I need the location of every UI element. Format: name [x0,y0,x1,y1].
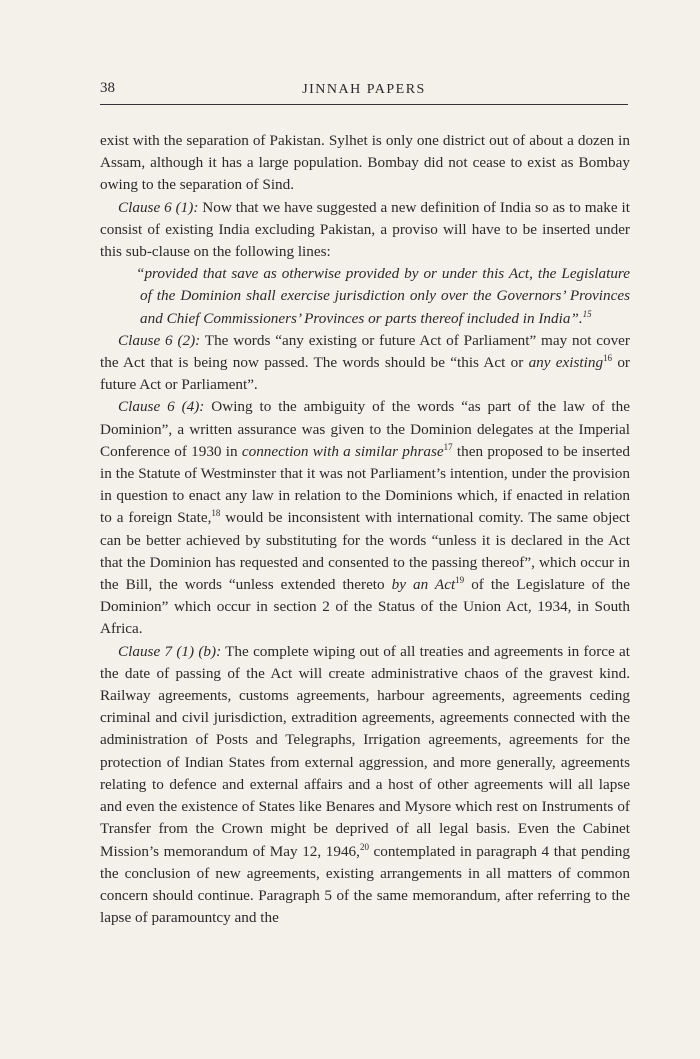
footnote-ref: 19 [455,575,465,586]
block-quote-proviso: “provided that save as otherwise provided by or under this Act, the Legislature of the Dominion shall exercise jurisdiction only over the Governors’ Provinces and Chief Commissioners’ Provinces or parts thereof included in India”.$^{15}$ [136,265,630,327]
clause-label: Clause 7 (1) (b): [118,642,222,660]
paragraph-clause-6-1: Clause 6 (1): Now that we have suggested a new definition of India so as to make it consist of existing India excluding Pakistan, a proviso will have to be inserted under this sub-clause on the following lines: [100,198,630,261]
running-head: JINNAH PAPERS [302,82,426,97]
clause-label: Clause 6 (2): [118,331,201,349]
footnote-ref: 15 [582,308,592,319]
paragraph-clause-6-2: Clause 6 (2): The words “any existing or future Act of Parliament” may not cover the Act that is being now passed. The words should be “this Act or any existing$^{16}$ or future Act or Parliament”. [100,331,630,394]
footnote-ref: 20 [359,841,369,852]
clause-label: Clause 6 (1): [118,198,199,216]
page-header [100,80,628,105]
footnote-ref: 17 [443,441,453,452]
clause-label: Clause 6 (4): [118,398,205,416]
page-number: 38 [100,80,115,96]
paragraph-clause-7-1-b: Clause 7 (1) (b): The complete wiping out of all treaties and agreements in force at the date of passing of the Act will create administrative chaos of the gravest kind. Railway agreements, customs agreements, harbour agreements, agreements ceding criminal and civil jurisdiction, extradition agreements, agreements connected with the administration of Posts and Telegraphs, Irrigation agreements, agreements for the protection of Indian States from external aggression, and more generally, agreements relating to defence and external affairs and a host of other agreements will all lapse and even the existence of States like Benares and Mysore which rest on Instruments of Transfer from the Crown might be deprived of all legal basis. Even the Cabinet Mission’s memorandum of May 12, 1946,20 contemplated in paragraph 4 that pending the conclusion of new agreements, existing arrangements in all matters of common concern should continue. Paragraph 5 of the same memorandum, after referring to the lapse of paramountcy and the [100,642,630,927]
paragraph-clause-6-4: Clause 6 (4): Owing to the ambiguity of the words “as part of the law of the Dominion”, a written assurance was given to the Dominion delegates at the Imperial Conference of 1930 in connection with a similar phrase$^{17}$ then proposed to be inserted in the Statute of Westminster that it was not Parliament’s intention, under the provision in question to enact any law in relation to the Dominions which, if enacted in relation to a foreign State,$^{18}$ would be inconsistent with international comity. The same object can be better achieved by substituting for the words “unless it is declared in the Act that the Dominion has requested and consented to the passing thereof”, which occur in the Bill, the words “unless extended thereto by an Act$^{19}$ of the Legislature of the Dominion” which occur in section 2 of the Status of the Union Act, 1934, in South Africa. [100,398,630,638]
body-text [100,130,630,929]
paragraph-continuation: exist with the separation of Pakistan. Sylhet is only one district out of about a dozen in Assam, although it has a large population. Bombay did not cease to exist as Bombay owing to the separation of Sind. [100,132,630,194]
footnote-ref: 18 [211,508,221,519]
footnote-ref: 16 [603,353,613,364]
